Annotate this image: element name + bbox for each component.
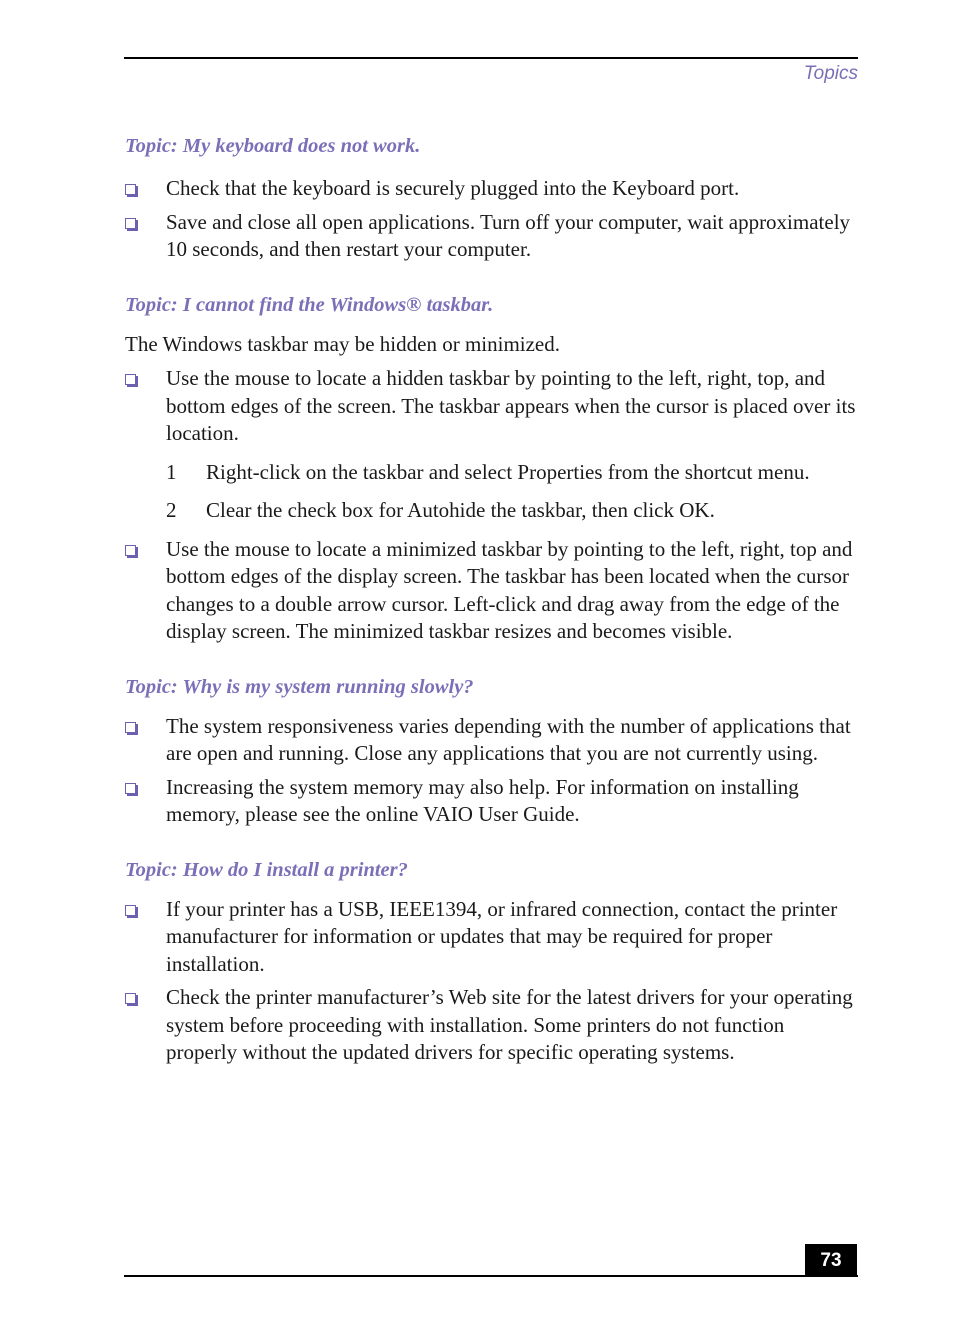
checkbox-bullet-icon	[125, 905, 136, 916]
footer-rule	[124, 1275, 858, 1277]
step-number: 2	[166, 498, 177, 522]
topic-intro: The Windows taskbar may be hidden or minimized.	[125, 331, 561, 356]
list-item	[125, 896, 860, 979]
topic-keyboard	[125, 132, 860, 264]
topic-slow-system	[125, 673, 860, 829]
topic-heading: Topic: My keyboard does not work.	[125, 135, 421, 157]
list-item-text: Increasing the system memory may also help. For information on installing memory, please see the online VAIO User Guide.	[166, 774, 799, 826]
checkbox-bullet-icon	[125, 545, 136, 556]
list-item	[125, 175, 860, 203]
list-item-text: The system responsiveness varies depending with the number of applications that are open and running. Close any applications that you are not currently using.	[166, 713, 851, 765]
running-header: Topics	[803, 63, 858, 84]
numbered-step	[125, 459, 860, 487]
checkbox-bullet-icon	[125, 993, 136, 1004]
list-item	[125, 365, 860, 448]
topic-heading: Topic: Why is my system running slowly?	[125, 675, 474, 698]
list-item	[125, 984, 860, 1067]
list-item-text: If your printer has a USB, IEEE1394, or infrared connection, contact the printer manufacturer for information or updates that may be required for proper installation.	[166, 896, 838, 976]
list-item-text: Use the mouse to locate a minimized taskbar by pointing to the left, right, top and bottom edges of the display screen. The taskbar has been located when the cursor changes to a double arrow cursor. Left-click and drag away from the edge of the display screen. The minimized taskbar resizes and becomes visible.	[166, 536, 853, 643]
topic-heading: Topic: How do I install a printer?	[125, 858, 408, 881]
checkbox-bullet-icon	[125, 184, 136, 195]
list-item	[125, 713, 860, 768]
topic-printer	[125, 856, 860, 1067]
list-item	[125, 774, 860, 829]
list-item-text: Check that the keyboard is securely plugged into the Keyboard port.	[166, 176, 740, 200]
list-item-text: Save and close all open applications. Turn off your computer, wait approximately 10 seconds, and then restart your computer.	[166, 209, 851, 261]
page-body	[125, 132, 860, 1067]
list-item	[125, 536, 860, 646]
topic-taskbar	[125, 291, 860, 646]
topic-heading: Topic: I cannot find the Windows® taskbar.	[125, 293, 494, 316]
checkbox-bullet-icon	[125, 218, 136, 229]
step-text: Right-click on the taskbar and select Properties from the shortcut menu.	[206, 459, 810, 484]
list-item-text: Check the printer manufacturer’s Web site for the latest drivers for your operating system before proceeding with installation. Some printers do not function properly without the updated drivers for specific operating systems.	[166, 985, 853, 1064]
numbered-step	[125, 497, 860, 525]
step-text: Clear the check box for Autohide the taskbar, then click OK.	[206, 498, 715, 522]
step-number: 1	[166, 459, 177, 484]
checkbox-bullet-icon	[125, 374, 136, 385]
checkbox-bullet-icon	[125, 783, 136, 794]
checkbox-bullet-icon	[125, 722, 136, 733]
page-number: 73	[805, 1244, 857, 1277]
list-item	[125, 209, 860, 264]
header-rule	[124, 57, 858, 59]
list-item-text: Use the mouse to locate a hidden taskbar by pointing to the left, right, top, and bottom edges of the screen. The taskbar appears when the cursor is placed over its location.	[166, 366, 856, 445]
